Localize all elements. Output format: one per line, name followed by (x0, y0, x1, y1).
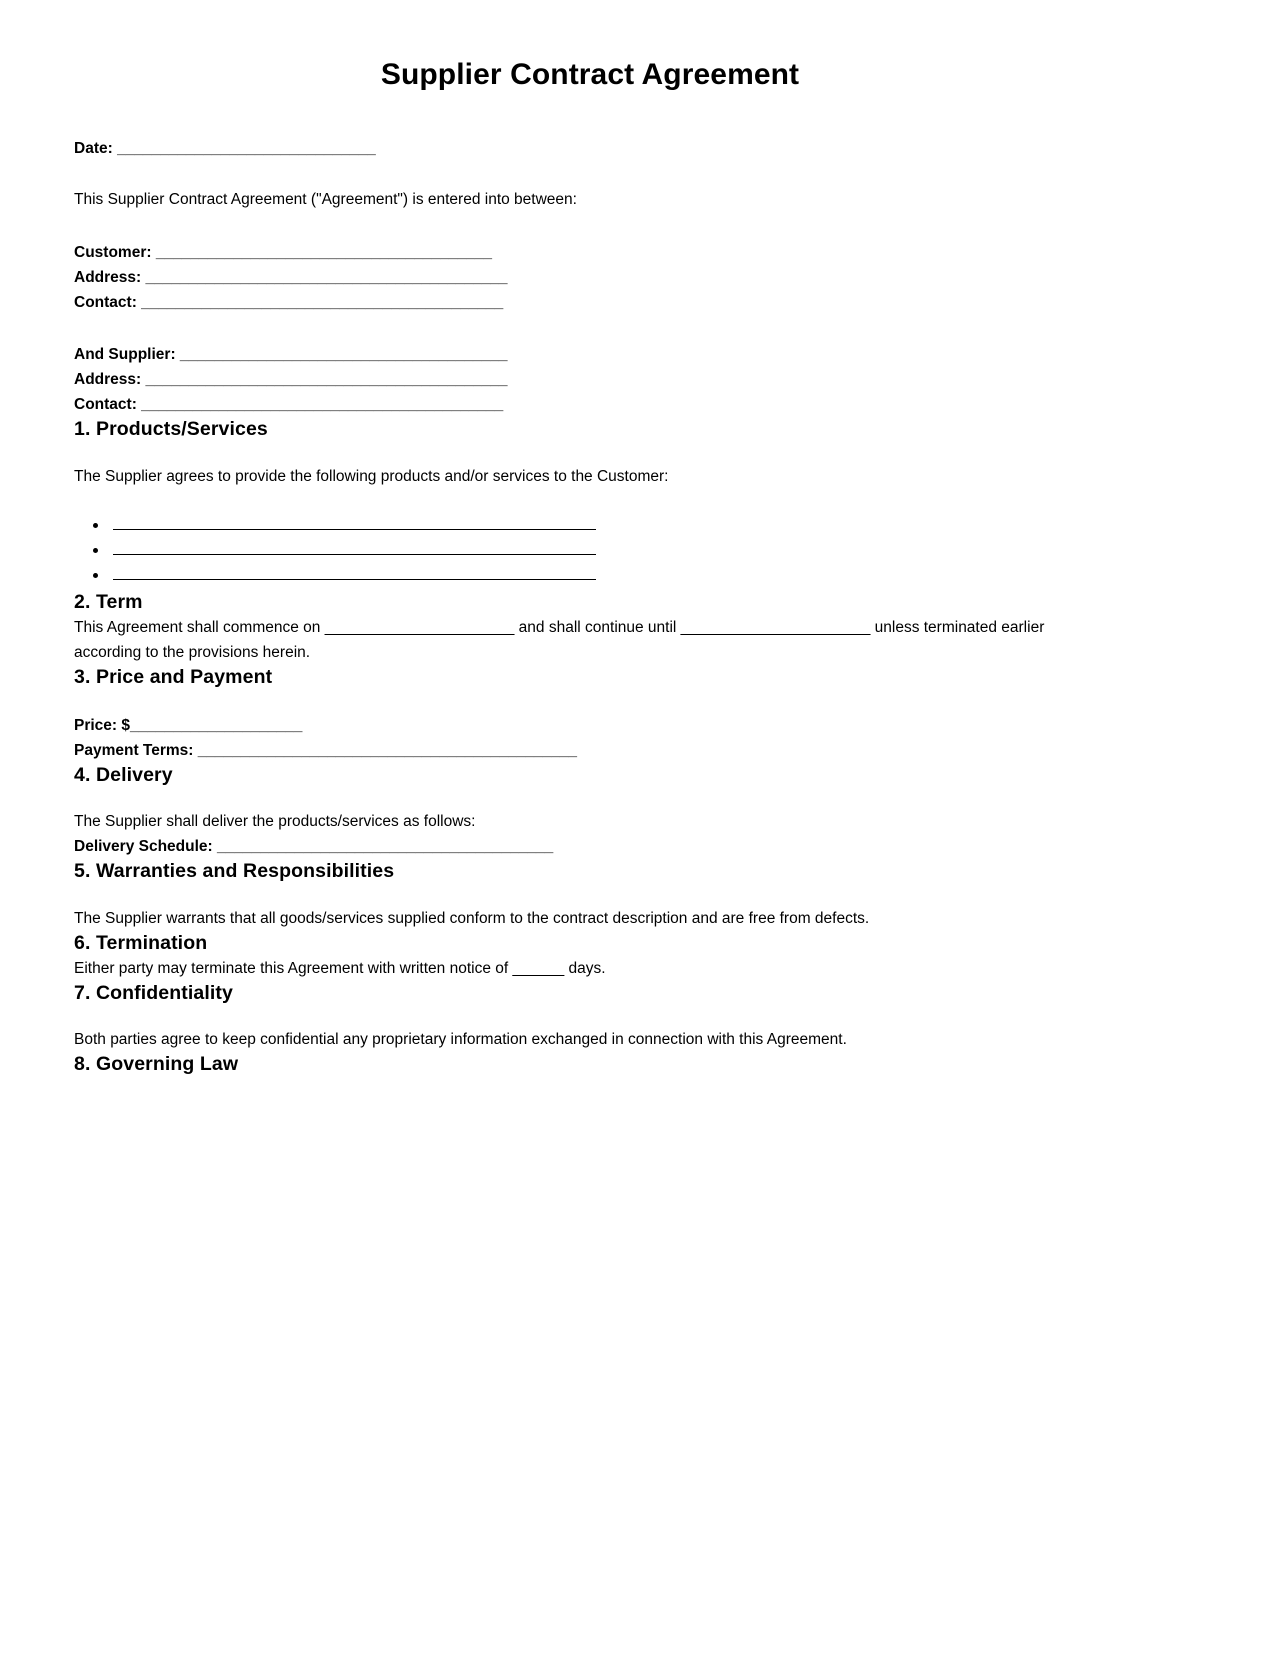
section-body-products-services: The Supplier agrees to provide the following products and/or services to the Customer: (74, 467, 669, 485)
section-body-termination (74, 956, 1106, 981)
payment-terms-field (74, 738, 1106, 763)
term-text-2: and shall continue until (514, 618, 681, 636)
section-body-confidentiality: Both parties agree to keep confidential any proprietary information exchanged in connection with this Agreement. (74, 1031, 847, 1049)
delivery-schedule-blank[interactable]: _______________________________________ (212, 838, 554, 856)
supplier-field (74, 342, 1106, 367)
section-body-warranties-and-responsibilities: The Supplier warrants that all goods/services supplied conform to the contract description and are free from defects. (74, 909, 870, 927)
list-item[interactable] (93, 540, 1106, 565)
blank-rule[interactable] (113, 579, 596, 580)
customer-label: Customer: (74, 243, 152, 261)
term-text-1: This Agreement shall commence on (74, 618, 325, 636)
supplier-address-blank[interactable]: __________________________________________ (141, 371, 508, 389)
customer-contact-label: Contact: (74, 293, 137, 311)
blank-rule[interactable] (113, 554, 596, 555)
delivery-schedule-label: Delivery Schedule: (74, 838, 213, 856)
customer-contact-field (74, 290, 1106, 315)
list-item[interactable] (93, 565, 1106, 590)
document-content (74, 0, 1106, 1078)
date-field (74, 136, 1106, 161)
supplier-blank[interactable]: ______________________________________ (175, 345, 508, 363)
section-heading-delivery: 4. Delivery (74, 763, 173, 786)
supplier-label: And Supplier: (74, 345, 176, 363)
date-label: Date: (74, 139, 113, 157)
term-text-3: unless terminated earlier according to the provisions herein. (74, 618, 1045, 662)
price-label: Price: $ (74, 716, 131, 734)
section-heading-warranties-and-responsibilities: 5. Warranties and Responsibilities (74, 860, 395, 883)
termination-text-2: days. (564, 959, 606, 977)
page-title: Supplier Contract Agreement (380, 58, 800, 91)
customer-contact-blank[interactable]: __________________________________________ (136, 293, 504, 311)
products-services-blank-list (74, 515, 1106, 590)
section-heading-confidentiality: 7. Confidentiality (74, 982, 233, 1005)
date-blank[interactable]: ______________________________ (112, 139, 376, 157)
customer-address-blank[interactable]: __________________________________________ (141, 268, 508, 286)
section-heading-termination: 6. Termination (74, 931, 208, 954)
section-heading-term: 2. Term (74, 590, 143, 613)
price-field (74, 713, 1106, 738)
payment-terms-blank[interactable]: ____________________________________________ (193, 741, 578, 759)
customer-address-field (74, 265, 1106, 290)
termination-text-1: Either party may terminate this Agreement with written notice of (74, 959, 513, 977)
payment-terms-label: Payment Terms: (74, 741, 194, 759)
intro-paragraph-row (74, 188, 1106, 212)
section-heading-price-and-payment: 3. Price and Payment (74, 666, 273, 689)
customer-field (74, 240, 1106, 265)
supplier-party-block (74, 342, 1106, 417)
supplier-contact-blank[interactable]: __________________________________________ (136, 396, 504, 414)
price-blank[interactable]: ____________________ (130, 716, 303, 734)
supplier-address-field (74, 367, 1106, 392)
delivery-schedule-field (74, 834, 1106, 859)
intro-paragraph: This Supplier Contract Agreement ("Agreement") is entered into between: (74, 190, 577, 208)
section-body-term (74, 615, 1106, 665)
blank-rule[interactable] (113, 529, 596, 530)
customer-party-block (74, 240, 1106, 315)
term-commence-blank[interactable]: ______________________ (324, 618, 515, 636)
list-item[interactable] (93, 515, 1106, 540)
supplier-contact-field (74, 392, 1106, 417)
supplier-contact-label: Contact: (74, 396, 137, 414)
term-until-blank[interactable]: ______________________ (680, 618, 871, 636)
section-heading-governing-law: 8. Governing Law (74, 1053, 239, 1076)
customer-address-label: Address: (74, 268, 142, 286)
customer-blank[interactable]: _______________________________________ (151, 243, 493, 261)
termination-days-blank[interactable]: ______ (512, 959, 565, 977)
supplier-address-label: Address: (74, 371, 142, 389)
section-body-delivery: The Supplier shall deliver the products/services as follows: (74, 813, 476, 831)
date-field-row (74, 136, 1106, 161)
section-heading-products-services: 1. Products/Services (74, 418, 268, 441)
